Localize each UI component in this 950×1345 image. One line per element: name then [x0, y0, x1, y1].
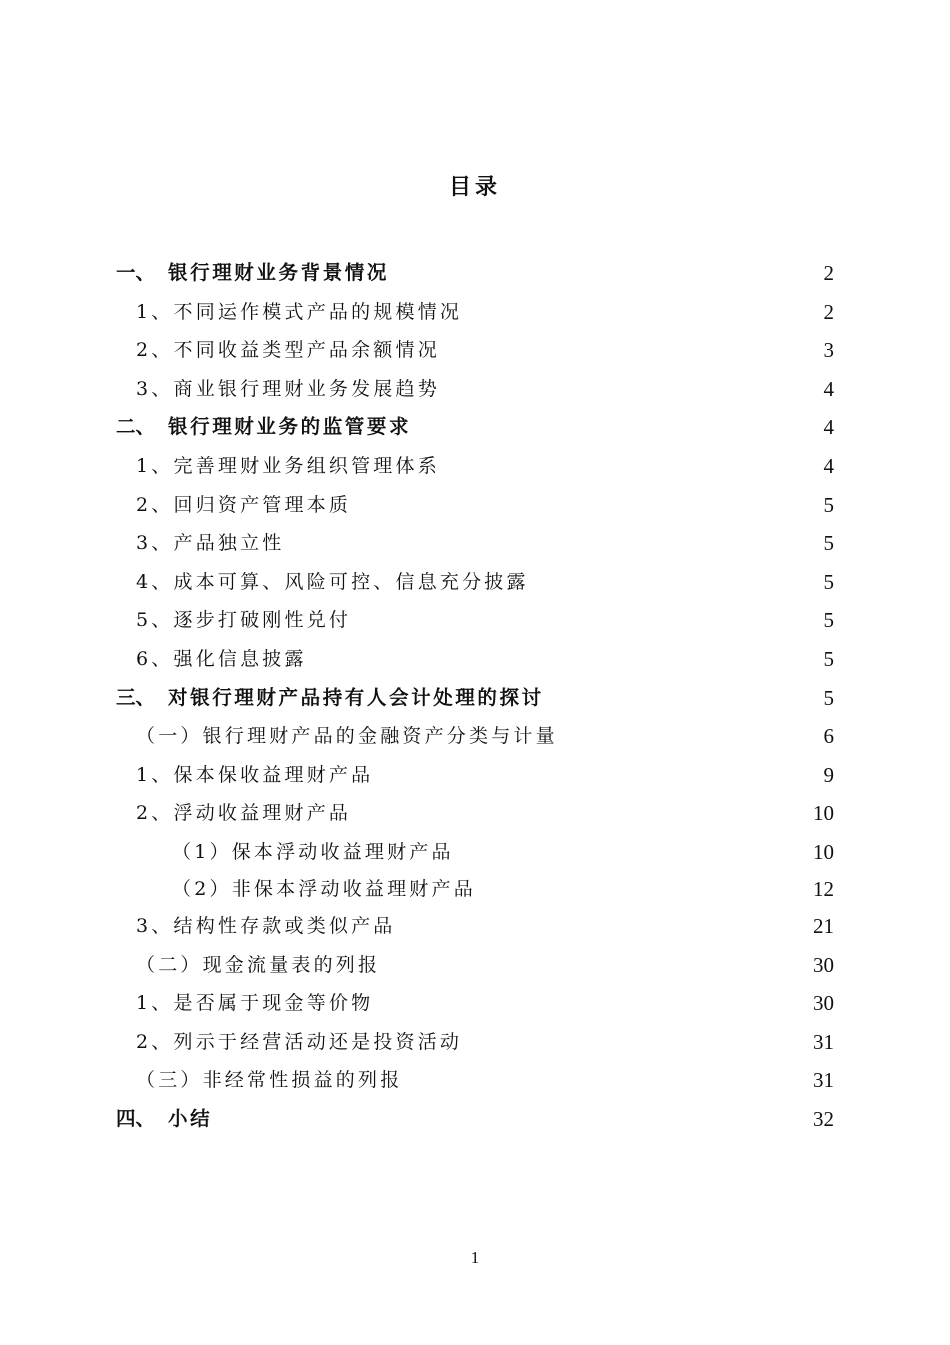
toc-entry-text: 3、商业银行理财业务发展趋势 — [136, 377, 440, 400]
toc-entry-label — [172, 833, 454, 871]
toc-entry-number: 二、 — [116, 415, 156, 439]
toc-entry-label — [136, 717, 558, 755]
toc-entry[interactable] — [0, 447, 950, 486]
toc-entry-label — [136, 1061, 402, 1099]
toc-entry-page: 10 — [813, 839, 834, 864]
toc-entry-page: 5 — [823, 685, 834, 710]
toc-entry[interactable] — [0, 370, 950, 409]
toc-entry-text: 银行理财业务背景情况 — [168, 261, 390, 284]
toc-entry-label — [136, 331, 440, 369]
toc-entry[interactable] — [0, 486, 950, 525]
page-number: 1 — [470, 1248, 480, 1267]
toc-entry-label — [116, 254, 389, 292]
toc-entry-page: 30 — [813, 952, 834, 977]
toc-entry-label — [136, 946, 380, 984]
toc-entry-text: （1）保本浮动收益理财产品 — [172, 840, 454, 863]
toc-entry-label — [136, 1023, 462, 1061]
toc-entry-text: 6、强化信息披露 — [136, 647, 307, 670]
toc-entry-label — [136, 601, 351, 639]
toc-entry-label — [172, 870, 476, 908]
toc-entry[interactable] — [0, 408, 950, 447]
toc-entry[interactable] — [0, 1023, 950, 1062]
toc-entry-number: 一、 — [116, 261, 156, 284]
toc-entry[interactable] — [0, 717, 950, 756]
toc-entry-number: 三、 — [116, 685, 156, 709]
toc-entry[interactable] — [0, 907, 950, 946]
toc-entry[interactable] — [0, 679, 950, 718]
toc-entry-page: 12 — [813, 876, 834, 901]
toc-entry-page: 2 — [823, 299, 834, 324]
toc-entry-label — [136, 984, 373, 1022]
toc-entry[interactable] — [0, 756, 950, 795]
toc-entry-number: 四、 — [116, 1106, 156, 1130]
toc-entry-page: 5 — [823, 608, 834, 633]
toc-entry[interactable] — [0, 254, 950, 293]
toc-entry-page: 9 — [823, 762, 834, 787]
toc-entry-text: 小结 — [168, 1106, 213, 1130]
toc-entry-text: 银行理财业务的监管要求 — [168, 415, 412, 439]
toc-entry-text: 5、逐步打破刚性兑付 — [136, 609, 352, 632]
toc-entry-text: （二）现金流量表的列报 — [136, 953, 381, 976]
toc-entry-text: 2、浮动收益理财产品 — [136, 802, 352, 825]
toc-entry-page: 31 — [813, 1068, 834, 1093]
toc-entry-label — [136, 524, 285, 562]
toc-entry[interactable] — [0, 833, 950, 870]
toc-entry-text: （三）非经常性损益的列报 — [136, 1069, 403, 1092]
page-title: 目录 — [448, 174, 501, 200]
toc-entry[interactable] — [0, 794, 950, 833]
toc-entry-label — [116, 408, 411, 446]
toc-entry-label — [136, 563, 529, 601]
table-of-contents — [0, 254, 950, 1138]
toc-entry-page: 4 — [823, 376, 834, 401]
toc-entry-label — [136, 756, 373, 794]
toc-entry-page: 32 — [813, 1106, 834, 1131]
toc-entry-text: 4、成本可算、风险可控、信息充分披露 — [136, 570, 529, 593]
toc-entry[interactable] — [0, 524, 950, 563]
toc-entry-page: 5 — [823, 492, 834, 517]
toc-entry[interactable] — [0, 984, 950, 1023]
toc-entry-page: 6 — [823, 724, 834, 749]
toc-entry[interactable] — [0, 946, 950, 985]
toc-entry-page: 5 — [823, 531, 834, 556]
toc-entry-text: 2、回归资产管理本质 — [136, 493, 352, 516]
toc-entry-text: 1、是否属于现金等价物 — [136, 992, 374, 1015]
toc-entry[interactable] — [0, 563, 950, 602]
toc-entry-page: 5 — [823, 569, 834, 594]
toc-entry-page: 4 — [823, 415, 834, 440]
toc-entry[interactable] — [0, 870, 950, 907]
toc-entry-text: （一）银行理财产品的金融资产分类与计量 — [136, 725, 558, 748]
toc-entry-label — [116, 679, 544, 717]
toc-entry-page: 3 — [823, 338, 834, 363]
toc-entry-page: 31 — [813, 1029, 834, 1054]
toc-entry-text: 2、不同收益类型产品余额情况 — [136, 339, 440, 362]
toc-entry-label — [136, 907, 396, 945]
toc-entry-text: （2）非保本浮动收益理财产品 — [172, 877, 476, 900]
toc-entry-label — [116, 1100, 212, 1138]
toc-entry[interactable] — [0, 1100, 950, 1139]
toc-entry-text: 2、列示于经营活动还是投资活动 — [136, 1030, 463, 1053]
toc-entry[interactable] — [0, 601, 950, 640]
toc-entry-label — [136, 794, 351, 832]
toc-entry-page: 21 — [813, 913, 834, 938]
toc-entry-text: 1、完善理财业务组织管理体系 — [136, 454, 440, 477]
toc-entry-text: 3、结构性存款或类似产品 — [136, 914, 396, 937]
toc-entry-text: 1、不同运作模式产品的规模情况 — [136, 300, 463, 323]
toc-entry[interactable] — [0, 1061, 950, 1100]
toc-entry-label — [136, 447, 440, 485]
toc-entry-text: 1、保本保收益理财产品 — [136, 763, 374, 786]
toc-entry-page: 4 — [823, 453, 834, 478]
toc-entry-label — [136, 293, 462, 331]
toc-entry[interactable] — [0, 640, 950, 679]
toc-entry-label — [136, 640, 307, 678]
toc-entry-page: 5 — [823, 646, 834, 671]
toc-entry[interactable] — [0, 293, 950, 332]
toc-entry-page: 2 — [823, 261, 834, 285]
toc-entry[interactable] — [0, 331, 950, 370]
toc-entry-label — [136, 370, 440, 408]
toc-entry-page: 10 — [813, 801, 834, 826]
toc-entry-text: 对银行理财产品持有人会计处理的探讨 — [168, 685, 544, 709]
toc-entry-page: 30 — [813, 991, 834, 1016]
toc-entry-text: 3、产品独立性 — [136, 532, 285, 555]
toc-entry-label — [136, 486, 351, 524]
